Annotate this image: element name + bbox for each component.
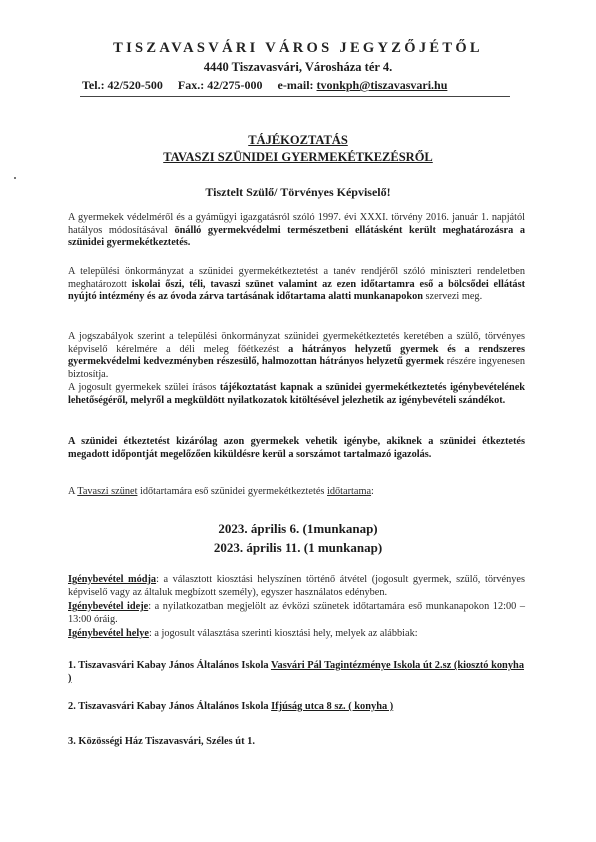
paragraph-6-underlined-2: időtartama [327,486,372,497]
paragraph-2-bold: iskolai őszi, téli, tavaszi szünet valamint az ezen időtartamra eső a bölcsődei ellátást nyújtó intézmény és az óvoda zárva tartásának időtartama alatti munkanapokon [68,278,525,303]
paragraph-3-bold: a hátrányos helyzetű gyermek és a rendszeres gyermekvédelmi kedvezményben részesülő, halmozottan hátrányos helyzetű gyermek [68,343,525,368]
paragraph-2-tail: szervezi meg. [422,291,483,303]
paragraph-6 [68,486,525,499]
paragraph-1-text: A gyermekek védelméről és a gyámügyi igazgatásról szóló 1997. évi XXXI. törvény 2016. január 1. napjától hatályos módosításával [68,212,525,236]
header-email[interactable]: tvonkph@tiszavasvari.hu [316,78,448,92]
location-1-address: Vasvári Pál Tagintézménye Iskola út 2.sz (kiosztó konyha ) [68,660,525,684]
paragraph-4 [68,382,525,407]
paragraph-6-text: A [68,486,78,497]
header-phone: Tel.: 42/520-500 [82,78,163,92]
usage-mode [68,574,525,599]
paragraph-5-bold: A szünidei étkeztetést kizárólag azon gyermekek vehetik igénybe, akiknek a szünidei étkeztetés megadott időpontját megelőzően kiküldésre kerül a sorszámot tartalmazó igazolás. [68,436,525,460]
header-divider [80,96,510,97]
paragraph-1 [68,212,525,250]
paragraph-4-bold: tájékoztatást kapnak a szünidei gyermekétkeztetés igénybevételének lehetőségéről, melyről a megküldött nyilatkozatok kitöltésével jelezhetik az igénybevételi szándékot. [68,382,525,406]
date-line-2: 2023. április 11. (1 munkanap) [213,540,383,555]
usage-time [68,601,525,626]
paragraph-3-text: A jogszabályok szerint a települési önkormányzat szünidei gyermekétkeztetés keretében a szülő, törvényes képviselő kérelmére a déli meleg főétkezést [68,331,525,355]
document-subtitle: TAVASZI SZÜNIDEI GYERMEKÉTKEZÉSRŐL [163,150,433,164]
location-1-school: 1. Tiszavasvári Kabay János Általános Iskola [68,660,271,671]
paragraph-3 [68,331,525,381]
header-contact [82,78,447,93]
paragraph-6-middle: időtartamára eső szünidei gyermekétkeztetés [137,486,328,497]
usage-place [68,628,525,641]
paragraph-2-text: A települési önkormányzat a szünidei gyermekétkeztetést a tanév rendjéről szóló miniszteri rendeletben meghatározott [68,266,525,290]
header-title: TISZAVASVÁRI VÁROS JEGYZŐJÉTŐL [113,40,483,56]
paragraph-6-colon: : [371,486,374,497]
location-2-address: Ifjúság utca 8 sz. ( konyha ) [271,701,394,712]
usage-mode-text: : a választott kiosztási helyszínen történő átvétel (jogosult gyermek, szülő, törvényes képviselő vagy az általuk megbízott személy), egyszer használatos edényben. [68,574,525,598]
location-2-school: 2. Tiszavasvári Kabay János Általános Iskola [68,701,272,712]
usage-time-label: Igénybevétel ideje [68,601,149,612]
greeting: Tisztelt Szülő/ Törvényes Képviselő! [205,185,391,199]
document-title: TÁJÉKOZTATÁS [248,133,348,147]
paragraph-2 [68,266,525,304]
location-2 [68,701,528,714]
header-address: 4440 Tiszavasvári, Városháza tér 4. [203,60,393,74]
location-1 [68,660,528,685]
paragraph-1-bold: önálló gyermekvédelmi természetbeni ellátásként került meghatározásra a szünidei gyermekétkeztetés. [68,224,525,249]
header-email-label: e-mail: [277,78,314,92]
paragraph-4-text: A jogosult gyermekek szülei írásos [68,382,220,393]
usage-place-label: Igénybevétel helye [68,628,149,639]
usage-time-text: : a nyilatkozatban megjelölt az évközi szünetek időtartamára eső munkanapokon 12:00 – 13:00 óráig. [68,601,525,625]
margin-mark [14,177,16,179]
usage-place-text: : a jogosult választása szerinti kiosztási hely, melyek az alábbiak: [148,628,418,639]
usage-mode-label: Igénybevétel módja [68,574,157,585]
date-line-1: 2023. április 6. (1munkanap) [218,521,378,536]
paragraph-3-tail: részére ingyenesen biztosítja. [68,356,525,380]
location-3: 3. Közösségi Ház Tiszavasvári, Széles út 1. [68,736,255,747]
paragraph-5 [68,436,525,461]
paragraph-6-underlined: Tavaszi szünet [77,486,138,497]
header-fax: Fax.: 42/275-000 [177,78,263,92]
